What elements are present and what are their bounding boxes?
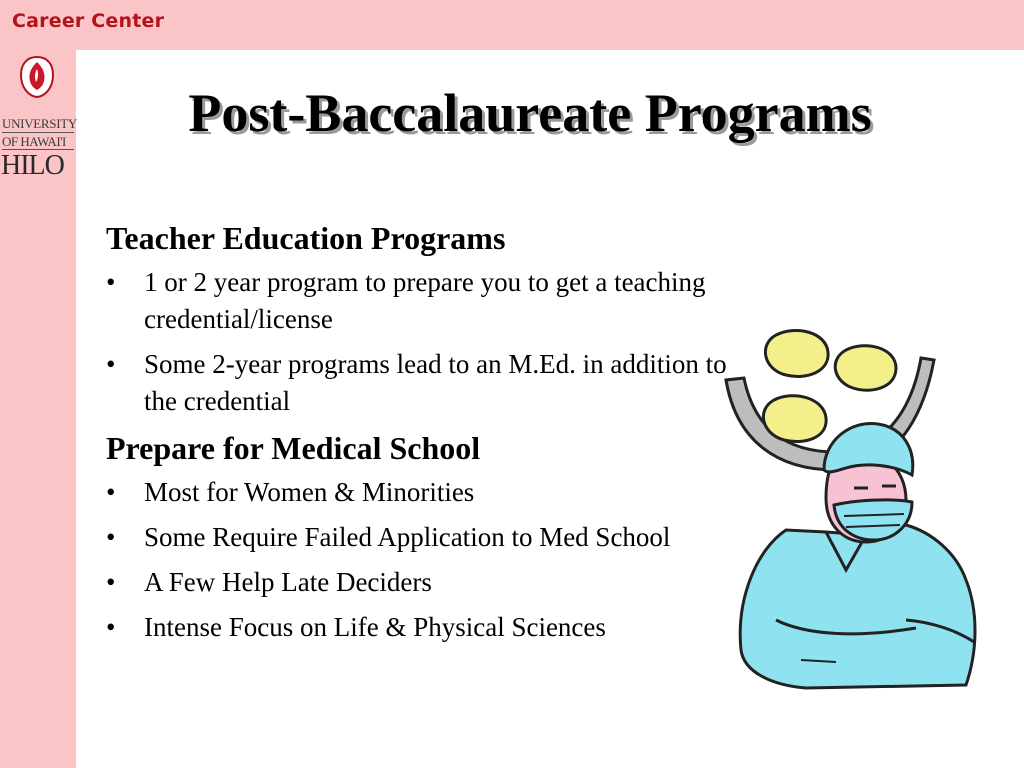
list-item bbox=[106, 264, 736, 338]
list-item-text: 1 or 2 year program to prepare you to get a teaching credential/license bbox=[144, 267, 706, 334]
bullet-list-teacher-education bbox=[106, 264, 736, 420]
bullet-icon: • bbox=[106, 477, 116, 507]
bullet-icon: • bbox=[106, 567, 116, 597]
bullet-list-medical-school bbox=[106, 474, 736, 646]
list-item bbox=[106, 564, 736, 601]
bullet-icon: • bbox=[106, 349, 116, 379]
bullet-icon: • bbox=[106, 267, 116, 297]
bullet-icon: • bbox=[106, 522, 116, 552]
logo-line-hilo: HILO bbox=[1, 150, 64, 181]
list-item bbox=[106, 474, 736, 511]
list-item-text: Some Require Failed Application to Med School bbox=[144, 522, 671, 552]
list-item-text: A Few Help Late Deciders bbox=[144, 567, 432, 597]
list-item-text: Most for Women & Minorities bbox=[144, 477, 475, 507]
list-item bbox=[106, 609, 736, 646]
list-item-text: Some 2-year programs lead to an M.Ed. in addition to the credential bbox=[144, 349, 727, 416]
logo-divider bbox=[2, 132, 74, 133]
bullet-icon: • bbox=[106, 612, 116, 642]
slide-content bbox=[106, 218, 736, 654]
surgeon-illustration bbox=[716, 320, 986, 695]
slide-title: Post-Baccalaureate Programs bbox=[188, 83, 872, 143]
section-heading-teacher-education: Teacher Education Programs bbox=[106, 220, 506, 256]
logo-line-of-hawaii: OF HAWAI'I bbox=[2, 134, 66, 149]
list-item bbox=[106, 346, 736, 420]
logo-line-university: UNIVERSITY bbox=[2, 116, 77, 131]
university-logo-icon bbox=[18, 54, 56, 100]
list-item bbox=[106, 519, 736, 556]
list-item-text: Intense Focus on Life & Physical Sciences bbox=[144, 612, 606, 642]
section-heading-medical-school: Prepare for Medical School bbox=[106, 430, 481, 466]
brand-title: Career Center bbox=[12, 10, 165, 32]
